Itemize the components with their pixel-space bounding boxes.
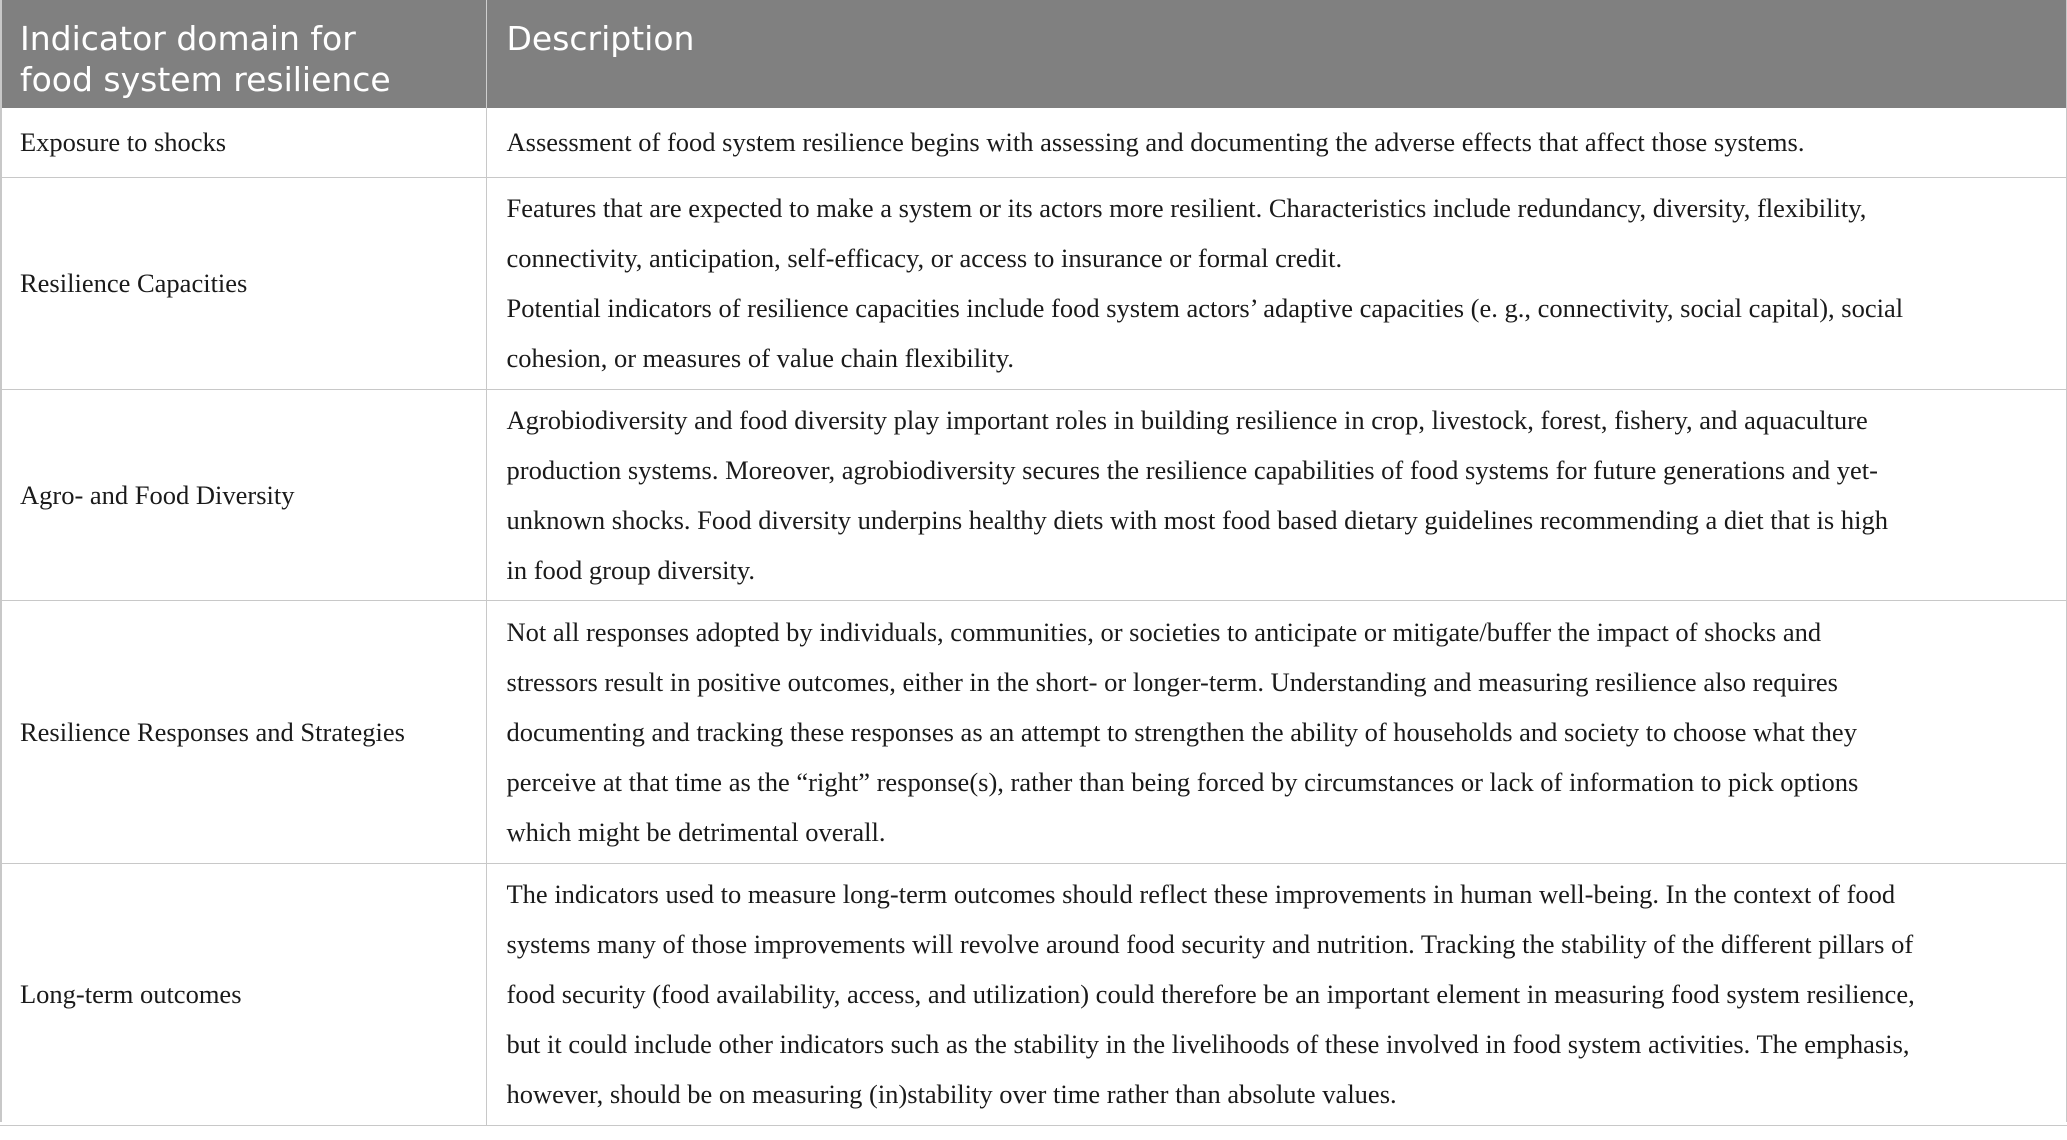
description-line: which might be detrimental overall. [506, 816, 886, 847]
description-line: documenting and tracking these responses as an attempt to strengthen the ability of households and society to choose what they [506, 716, 1857, 747]
description-line: Potential indicators of resilience capacities include food system actors’ adaptive capacities (e. g., connectivity, social capital), social [506, 293, 1904, 323]
row-description-cell [486, 108, 2067, 177]
row-domain-cell: Resilience Responses and Strategies [0, 600, 486, 863]
table-body [0, 108, 2067, 1125]
table-row [0, 389, 2067, 600]
description-line: stressors result in positive outcomes, either in the short- or longer-term. Understanding and measuring resilience also requires [506, 666, 1838, 697]
header-description: Description [486, 0, 2067, 108]
header-indicator-domain-line-1: Indicator domain for [20, 19, 356, 58]
description-line: Agrobiodiversity and food diversity play important roles in building resilience in crop, livestock, forest, fishery, and aquaculture [506, 404, 1868, 435]
description-line: but it could include other indicators such as the stability in the livelihoods of these involved in food system activities. The emphasis, [506, 1029, 1910, 1059]
row-description-cell [486, 600, 2067, 863]
header-row [0, 0, 2067, 108]
description-line: cohesion, or measures of value chain flexibility. [506, 343, 1015, 373]
description-line: food security (food availability, access, and utilization) could therefore be an important element in measuring food system resilience, [506, 979, 1915, 1009]
description-line: systems many of those improvements will revolve around food security and nutrition. Tracking the stability of the different pillars of [506, 929, 1914, 959]
row-domain-cell: Agro- and Food Diversity [0, 389, 486, 600]
description-line: connectivity, anticipation, self-efficacy, or access to insurance or formal credit. [506, 243, 1343, 273]
row-domain-cell: Exposure to shocks [0, 108, 486, 177]
description-line: perceive at that time as the “right” response(s), rather than being forced by circumstances or lack of information to pick options [506, 766, 1859, 797]
row-description-cell [486, 389, 2067, 600]
table-row [0, 863, 2067, 1125]
row-domain-cell: Resilience Capacities [0, 177, 486, 389]
description-line: however, should be on measuring (in)stability over time rather than absolute values. [506, 1079, 1397, 1109]
description-line: unknown shocks. Food diversity underpins healthy diets with most food based dietary guidelines recommending a diet that is high [506, 504, 1888, 535]
row-description-cell [486, 177, 2067, 389]
description-line: in food group diversity. [506, 554, 756, 585]
table-row [0, 177, 2067, 389]
description-line: Features that are expected to make a system or its actors more resilient. Characteristics include redundancy, diversity, flexibility, [506, 193, 1867, 223]
row-domain-cell: Long-term outcomes [0, 863, 486, 1125]
table-header [0, 0, 2067, 108]
description-line: production systems. Moreover, agrobiodiversity secures the resilience capabilities of food systems for future generations and yet- [506, 454, 1878, 485]
header-indicator-domain-line-2: food system resilience [20, 60, 391, 99]
description-line: Not all responses adopted by individuals, communities, or societies to anticipate or mitigate/buffer the impact of shocks and [506, 616, 1822, 647]
table-left-border [0, 0, 2, 1122]
header-indicator-domain [0, 0, 486, 108]
table-row [0, 108, 2067, 177]
description-line: Assessment of food system resilience begins with assessing and documenting the adverse effects that affect those systems. [506, 127, 1805, 158]
table-row [0, 600, 2067, 863]
description-line: The indicators used to measure long-term outcomes should reflect these improvements in human well-being. In the context of food [506, 879, 1896, 909]
row-description-cell [486, 863, 2067, 1125]
